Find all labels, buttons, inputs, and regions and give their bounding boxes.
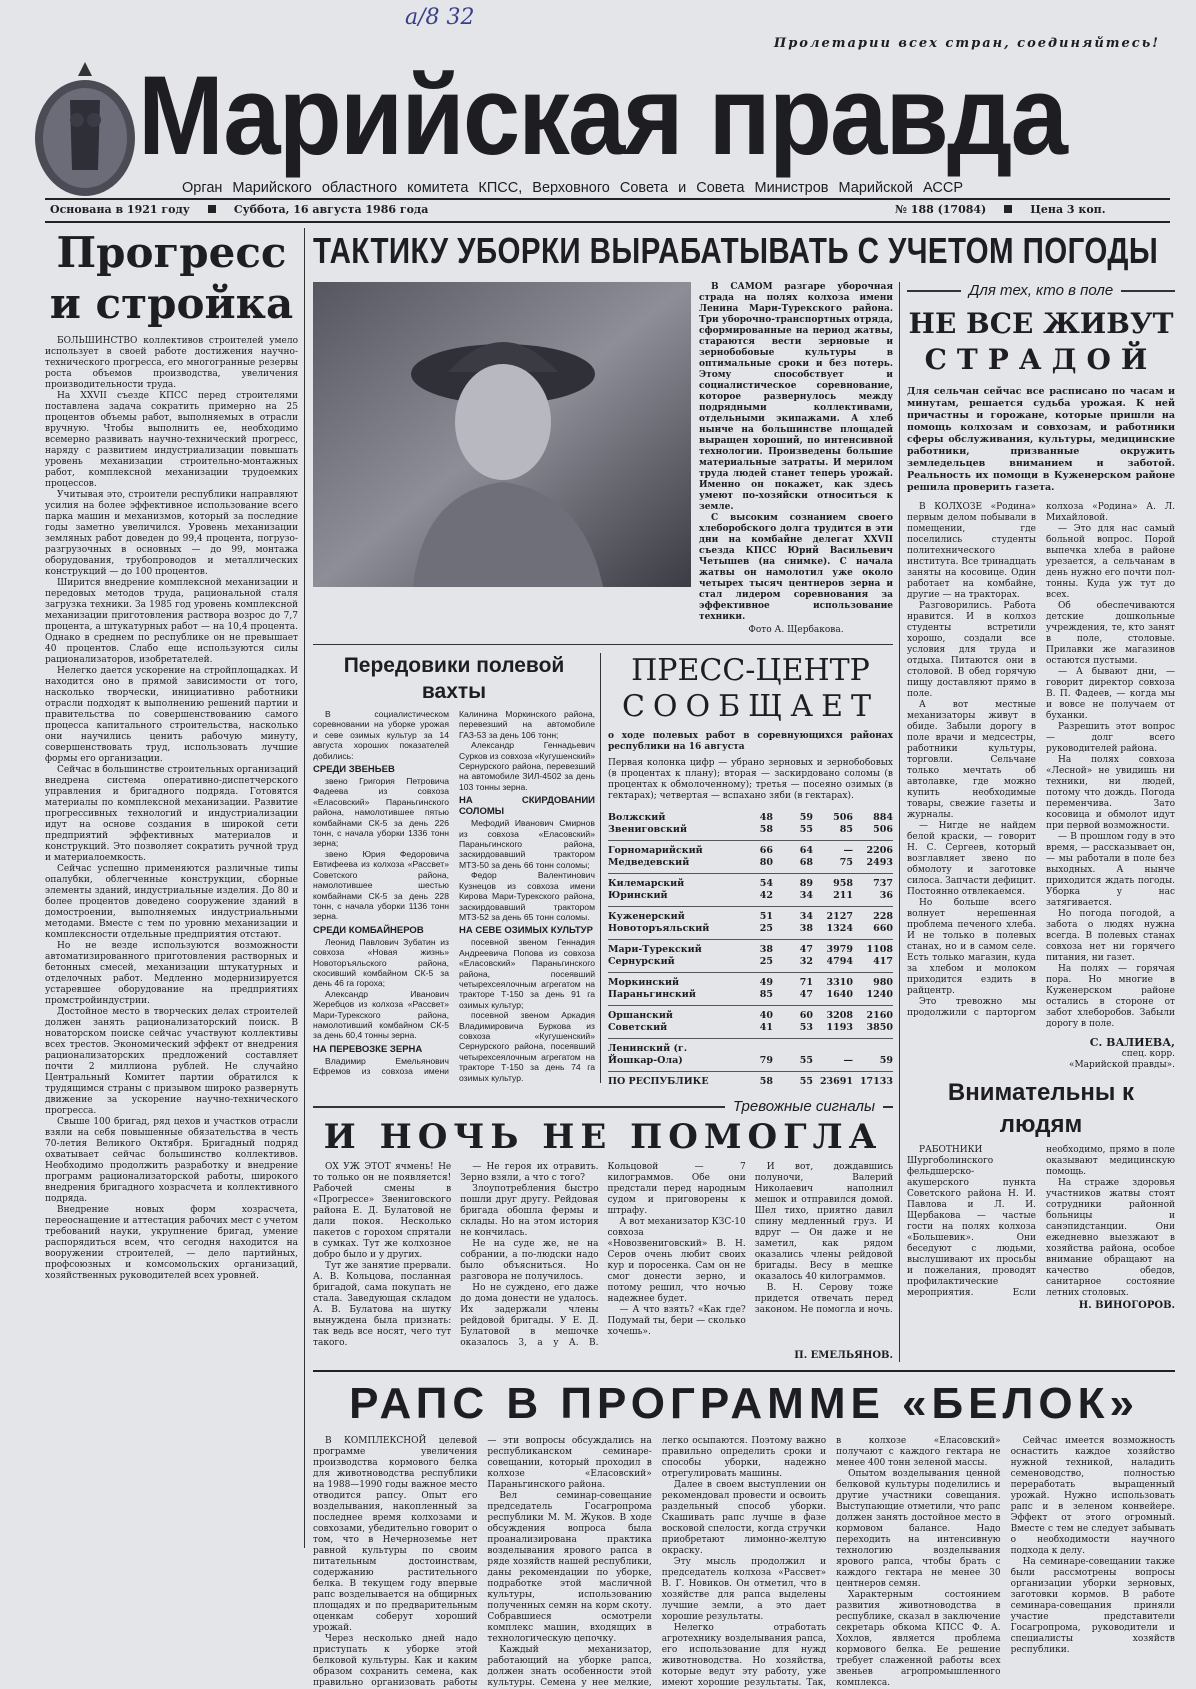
table-value: 89: [799, 878, 813, 889]
table-row: [608, 841, 893, 858]
article-headline: Передовики полевой вахты: [343, 654, 565, 703]
article-body: [45, 336, 298, 1282]
paragraph: Далее в своем выступлении он рекомендовал провести и освоить раздельный способ уборки. Скашивать рапс лучше в фазе восковой спелости, когда стручки приобретают лимонно-желтую окраску.: [661, 1480, 827, 1556]
article-headline: и стройка: [49, 279, 294, 328]
table-row: [608, 1006, 893, 1023]
table-value: 1640: [813, 989, 853, 1006]
paragraph: — А бывают дни, — говорит директор совхоза В. П. Фадеев, — когда мы и вовсе не получаем от буханки.: [1046, 667, 1175, 721]
paragraph: Об обеспечиваются детские дошкольные учреждения, те, кто занят в поле, столовые. Прилавки же магазинов остаются пустыми.: [1046, 601, 1175, 666]
table-value: 3850: [853, 1022, 893, 1039]
paragraph: Сейчас имеется возможность оснастить каждое хозяйство нужной техникой, наладить семеноводство, полностью переработать выращенный урожай. Нужно использовать рапс и в зеленом конвейере. Эффект от этого огромный. Вместе с тем не следует забывать о необходимости научного подхода к делу.: [1010, 1436, 1175, 1556]
table-value: 4794: [813, 956, 853, 973]
kicker-rule: [1121, 290, 1175, 292]
article-body: [907, 1145, 1175, 1299]
district-name: Килемарский: [608, 878, 685, 889]
district-name: Оршанский: [608, 1010, 673, 1021]
photo-credit: Фото А. Щербакова.: [748, 625, 844, 635]
article-kicker: [313, 1098, 893, 1116]
table-value: 54: [759, 878, 773, 889]
district-name: Медведевский: [608, 857, 733, 874]
issue-number: № 188 (17084): [895, 203, 987, 216]
table-value: 79: [733, 1039, 773, 1072]
paragraph: На XXVII съезде КПСС перед строителями поставлена задача сократить примерно на 25 процентов объемы работ, выполняемых в отрасли вручную. Чтобы выполнить ее, необходимо всемерно развивать научно-технический прогресс, наряду с развитием индустриализации повышать уровень механизации строительно-монтажных работ, комплексной механизации трудоемких процессов.: [45, 391, 298, 489]
main-headline: ТАКТИКУ УБОРКИ ВЫРАБАТЫВАТЬ С УЧЕТОМ ПОГОДЫ: [313, 230, 1159, 271]
paragraph: РАБОТНИКИ Шургоболинского фельдшерско-акушерского пункта Советского района Н. И. Павлова и Л. И. Щербакова — частые гости на полях колхоза «Большевик». Они беседуют с людьми, выслушивают их просьбы и пожелания, проводят профилактические мероприятия. Если необходимо, прямо в поле оказывают медицинскую помощь.: [907, 1145, 1175, 1298]
table-value: 36: [853, 890, 893, 907]
square-bullet: [1004, 205, 1012, 213]
author-newspaper: «Марийской правды».: [1068, 1060, 1175, 1070]
author-signature: С. ВАЛИЕВА,: [1089, 1036, 1175, 1049]
table-value: 55: [773, 1039, 813, 1072]
intro-paragraph: В социалистическом соревновании на уборке урожая и севе озимых культур за 14 августа хороших показателей добились:: [313, 709, 449, 761]
table-value: 49: [759, 977, 773, 988]
paragraph: Достойное место в творческих делах строителей должен занять рационализаторский поиск. В новаторском поиске сейчас участвуют коллективы всех трестов. Экономический эффект от внедрения рационализаторских предложений составляет почти 2 миллиона рублей. Не случайно Центральный Комитет партии обратился к трудящимся страны с призывом широко развернуть движение за ускорение научно-технического прогресса.: [45, 1007, 298, 1116]
table-value: 60: [799, 1010, 813, 1021]
article-body: [313, 1162, 893, 1349]
paragraph: Каждый механизатор, работающий на уборке рапса, должен знать особенности этой культуры. Семена у нее мелкие, легко осыпаются. Поэтому важно правильно определить сроки и способы уборки, надежно отрегулировать машины.: [487, 1436, 827, 1688]
table-value: 884: [873, 812, 893, 823]
table-value: 737: [873, 878, 893, 889]
table-value: 85: [733, 989, 773, 1006]
upper-section: [313, 282, 1175, 1362]
table-value: 25: [733, 956, 773, 973]
section-subheading: СРЕДИ ЗВЕНЬЕВ: [313, 764, 395, 776]
paragraph: На семинаре-совещании также были рассмотрены вопросы организации уборки зерновых, заготовки кормов. В работе семинара-совещания приняли участие представители Госагропрома, руководители и специалисты хозяйств республики.: [1010, 1557, 1175, 1655]
table-value: 47: [799, 944, 813, 955]
table-value: 71: [799, 977, 813, 988]
table-value: 3208: [826, 1010, 853, 1021]
masthead-info-right: [895, 203, 1106, 216]
paragraph: Ширится внедрение комплексной механизации и передовых методов труда, рациональной сталя загрузка техники. За 1985 год уровень комплексной механизации приготовления раствора возрос до 7,7 процента, а штукатурных работ — на 10,4 процента. Однако в среднем по республике он не превышает 40 процентов. Слабо еще используются силы рационализаторов, изобретателей.: [45, 578, 298, 665]
table-value: 64: [799, 845, 813, 856]
article-not-all-live-harvest: [900, 282, 1175, 1362]
section-subheading: НА ПЕРЕВОЗКЕ ЗЕРНА: [313, 1043, 423, 1055]
paragraph: — Не героя их отравить. Зерно взяли, а что с того?: [460, 1162, 599, 1183]
paragraph: — Это для нас самый больной вопрос. Порой выпечка хлеба в районе урезается, а сельчанам в день нужно его почти пол-тонны. Куда уж тут до всех.: [1046, 524, 1175, 600]
author-signature: П. ЕМЕЛЬЯНОВ.: [794, 1350, 893, 1361]
table-value: 53: [773, 1022, 813, 1039]
issue-date: Суббота, 16 августа 1986 года: [233, 203, 429, 216]
paragraph: — Нигде не найдем белой краски, — говорит Н. С. Сергеев, который возглавляет звено по обмолоту и заготовке силоса. Запчасти дефицит. Постоянно отвлекаемся.: [907, 821, 1037, 897]
kicker-rule: [313, 1106, 725, 1108]
article-night: [313, 1098, 893, 1362]
table-row: [608, 956, 893, 973]
table-value: 55: [773, 824, 813, 841]
price: Цена 3 коп.: [1030, 203, 1106, 216]
table-value: 3310: [826, 977, 853, 988]
paragraph: Федор Валентинович Кузнецов из совхоза имени Кирова Мари-Турекского района, заскирдовавший трактором МТЗ-52 за день 65 тонн соломы.: [459, 870, 595, 922]
paragraph: Леонид Павлович Зубатин из совхоза «Новая жизнь» Новоторъяльского района, скосивший комбайном СК-5 за день 46 га гороха;: [313, 936, 449, 989]
paragraph: Эту мысль продолжил и председатель колхоза «Рассвет» В. Г. Новиков. Он отметил, что в хозяйстве для рапса выделены лучшие земли, а это дает хорошие результаты.: [661, 1557, 827, 1622]
district-name: Горномарийский: [608, 845, 703, 856]
district-name: Новоторъяльский: [608, 923, 733, 940]
table-row: [608, 923, 893, 940]
kicker-text: Для тех, кто в поле: [968, 282, 1114, 299]
kicker-text: Тревожные сигналы: [732, 1098, 875, 1115]
table-value: 660: [853, 923, 893, 940]
table-value: 2206: [866, 845, 893, 856]
paragraph: Тут же занятие прервали. А. В. Кольцова, посланная бригадой, сама покупать не стала. Заведующая складом А. В. Булатова на шутку вынуждена была признать: так ведь все носят, чего тут такого.: [313, 1261, 452, 1348]
table-value: 506: [833, 812, 853, 823]
district-name: Моркинский: [608, 977, 680, 988]
table-value: 42: [733, 890, 773, 907]
table-row: [608, 1039, 893, 1072]
paragraph: Сейчас в большинстве строительных организаций внедрена система оперативно-диспетчерского управления и бригадного подряда. Готовятся материалы по комплексной механизации. Развитие прогрессивных технологий и индустриализации идут на основе создания в широкой сети предприятий эффективных материалов и конструкций. Это позволяет сократить ручной труд и материалоемкость.: [45, 765, 298, 863]
paragraph: Александр Геннадьевич Сурков из совхоза «Кугушенский» Сернурского района, перевезший на автомобиле ЗИЛ-4502 за день 103 тонны зерна.: [459, 740, 596, 792]
district-results-table: [608, 808, 893, 1088]
paragraph: ОХ УЖ ЭТОТ ячмень! Не то только он не появляется! Рабочей смены в «Прогрессе» Звениговского района Е. Д. Булатовой не дали покоя. Несколько пакетов с горохом спрятали в сумках. Тут же колхозное добро было и у других.: [313, 1162, 452, 1260]
paragraph: Но больше всего волнует нерешенная проблема печеного хлеба. И не только в полевых станах, но и в самом селе. Есть только магазин, куда за хлебом и молоком приходится ездить в райцентр.: [907, 898, 1036, 996]
article-rapeseed: [313, 1370, 1175, 1689]
district-name: Юринский: [608, 890, 733, 907]
article-kicker: [907, 282, 1175, 300]
paragraph: С высоким сознанием своего хлеборобского долга трудится в эти дни на комбайне делегат XXVII съезда КПСС Юрий Васильевич Четышев (на снимке). С начала жатвы он намолотил уже около четырех тысяч центнеров зерна и стал лидером соревнования за эффективное использование техники.: [699, 513, 893, 622]
table-value: 59: [853, 1039, 893, 1072]
table-value: 958: [833, 878, 853, 889]
paragraph: А вот местные механизаторы живут в обиде. Забыли дорогу в поле врачи и медсестры, работники культуры, торговли. Сельчане только мечтать об автолавке, где можно купить необходимые товары, свежие газеты и журналы.: [907, 700, 1036, 820]
middle-block: [313, 282, 900, 1362]
paragraph: Опытом возделывания ценной белковой культуры поделились и другие участники совещания. Выступающие отметили, что рапс должен занять достойное место в кормовом балансе. Надо переходить на интенсивную технологию возделывания ярового рапса, чтобы брать с каждого гектара не менее 30 центнеров семян.: [836, 1469, 1001, 1589]
district-name: Сернурский: [608, 956, 733, 973]
table-row: [608, 1022, 893, 1039]
table-row: [608, 989, 893, 1006]
table-value: 41: [733, 1022, 773, 1039]
paragraph: Нелегко дается ускорение на стройплощадках. И находится оно в прямой зависимости от того, насколько творчески, инициативно работники отрасли подходят к выполнению решений партии и правительства по совершенствованию самого процесса капитального строительства, насколько они научились ценить рабочую минуту, совершенствовать труд, использовать лучшие формы его организации.: [45, 666, 298, 764]
table-value: 58: [759, 1076, 773, 1087]
table-value: 34: [773, 890, 813, 907]
table-value: 85: [813, 824, 853, 841]
table-value: 3979: [826, 944, 853, 955]
square-bullet: [208, 205, 216, 213]
district-name: ПО РЕСПУБЛИКЕ: [608, 1076, 709, 1087]
table-value: 34: [799, 911, 813, 922]
article-headline: НЕ ВСЕ ЖИВУТ: [908, 307, 1174, 340]
photo-story-text: [699, 282, 893, 623]
paragraph: Владимир Емельянович Ефремов из совхоза имени Калинина Моркинского района, перевезший на автомобиле ГАЗ-53 за день 106 тонн;: [313, 709, 595, 1077]
paragraph: Вел семинар-совещание председатель Госагропрома республики М. М. Жуков. В ходе обсуждения вопроса была проанализирована практика возделывания ярового рапса в ряде хозяйств нашей республики, даны рекомендации по уборке, подработке этой масличной культуры, использованию полученных семян на корм скоту. Собравшиеся осмотрели комплекс машин, входящих в технологическую цепочку.: [487, 1491, 652, 1644]
author-signature: Н. ВИНОГОРОВ.: [1078, 1300, 1175, 1311]
article-headline: Внимательны к людям: [947, 1079, 1135, 1138]
paragraph: И вот, дождавшись полуночи, Валерий Николаевич наполнил мешок и отправился домой. Шел тихо, приятно давил спину медленный груз. И вдруг — Он даже и не заметил, как рядом оказались члены рейдовой бригады. Весу в мешке оказалось 40 килограммов.: [754, 1162, 893, 1282]
table-row: [608, 808, 893, 824]
paragraph: Учитывая это, строители республики направляют усилия на более эффективное использование всего парка машин и механизмов, который за последние годы заметно увеличился. Уровень механизации земляных работ доведен до 99,4 процента, погрузо-разгрузочных в основных — до 99, монтажа оборудования, трубопроводов и металлических конструкций — до 100 процентов.: [45, 490, 298, 577]
masthead-rule: [45, 221, 1170, 223]
paragraph: А вот механизатор КЗС-10 совхоза «Новозвениговский» В. Н. Серов очень любит своих кур и поросенка. Сам он не смог донести зерно, и потому решил, что ночью надежнее будет.: [607, 1217, 746, 1304]
table-value: 1108: [866, 944, 893, 955]
district-name: Куженерский: [608, 911, 685, 922]
table-value: —: [843, 845, 853, 856]
paragraph: — В прошлом году в это время, — рассказывает он, — мы работали в поле без выходных. А нынче приходится ждать погоды. Уборка у нас затягивается.: [1046, 832, 1175, 908]
paragraph: В КОЛХОЗЕ «Родина» первым делом побывали в помещении, где поселились студенты политехнического института. Все тринадцать заняты на косовице. Один работает на комбайне, другие — на тракторах.: [907, 502, 1036, 600]
article-lead: Для сельчан сейчас все расписано по часам и минутам, решается судьба урожая. К ней причастны и горожане, которые пришли на помощь колхозам и совхозам, и работники сферы обслуживания, культуры, медицинские работники, призванные окружить земледельцев вниманием и заботой. Реальность их помощи в Куженерском районе решила проверить газета.: [907, 386, 1175, 493]
page-content: [45, 228, 1175, 1689]
table-value: 32: [773, 956, 813, 973]
table-row: [608, 1072, 893, 1089]
paragraph: Через несколько дней надо приступать к уборке этой белковой культуры. Как и каким образом сохранить семена, как правильно организовать работы — эти вопросы обсуждались на республиканском семинаре-совещании, который проходил в колхозе «Еласовский» Параньгинского района.: [313, 1436, 652, 1688]
article-headline: Прогресс: [56, 228, 287, 277]
table-value: 48: [759, 812, 773, 823]
handwritten-note: а/8 32: [405, 5, 475, 30]
table-value: 47: [773, 989, 813, 1006]
kicker-rule: [907, 290, 961, 292]
paragraph: Злоупотребления быстро пошли друг другу. Рейдовая бригада обошла фермы и склады. Но на этом история не кончилась.: [460, 1184, 599, 1238]
table-value: 58: [733, 824, 773, 841]
table-value: 25: [733, 923, 773, 940]
newspaper-organ-subtitle: Орган Марийского областного комитета КПСС, Верховного Совета и Совета Министров Марийской АССР: [182, 180, 964, 196]
section-subheading: НА СКИРДОВАНИИ СОЛОМЫ: [459, 795, 595, 818]
paragraph: Внедрение новых форм хозрасчета, переоснащение и аттестация рабочих мест с учетом требований науки, укрупнение бригад, умение распорядиться всем, что сегодня находится на вооружении строителей, — дело партийных, профсоюзных и комсомольских организаций, хозяйственных руководителей всех уровней.: [45, 1205, 298, 1281]
table-row: [608, 890, 893, 907]
right-area: [305, 228, 1175, 1689]
paragraph: Но погода погодой, а забота о людях нужна всегда. В полевых станах совхоза нет ни горячего питания, ни газет.: [1046, 909, 1175, 963]
paragraph: В КОМПЛЕКСНОЙ целевой программе увеличения производства кормового белка для животноводства республики на 1988—1990 годы важное место отводится рапсу. Опыт его возделывания, накопленный за последнее время колхозами и совхозами, убедительно говорит о том, что в Нечерноземье нет равной культуры по своим питательным достоинствам, содержанию растительного белка. В текущем году впервые рапс возделывается на общирных площадях и по предварительным оценкам соберут хороший урожай.: [313, 1436, 478, 1633]
table-value: 1324: [813, 923, 853, 940]
newspaper-title: Марийская правда: [138, 53, 1067, 178]
article-body: [313, 709, 595, 1083]
article-headline: СТРАДОЙ: [924, 343, 1158, 376]
paragraph: звено Юрия Федоровича Евтифеева из колхоза «Рассвет» Советского района, намолотившее шестью комбайнами СК-5 за день 228 тонн, с начала уборки 1136 тонн зерна.: [313, 848, 449, 922]
paragraph: Александр Иванович Жеребцов из колхоза «Рассвет» Мари-Турекского района, намолотивший комбайном СК-5 за день 60,4 тонны зерна.: [313, 988, 449, 1041]
table-value: 75: [813, 857, 853, 874]
table-value: 417: [853, 956, 893, 973]
paragraph: Нелегко отработать агротехнику возделывания рапса, его использование для нужд животноводства. Но хозяйства, которые ведут эту работу, уже имеют хорошие результаты. Так, в колхозе «Еласовский» получают с каждого гектара не менее 400 тонн зеленой массы.: [661, 1436, 1001, 1688]
founded-year: Основана в 1921 году: [50, 203, 190, 216]
paragraph: Это тревожно мы продолжили с парторгом колхоза «Родина» А. Л. Михайловой.: [907, 502, 1175, 1018]
table-value: 38: [759, 944, 773, 955]
table-value: 2160: [866, 1010, 893, 1021]
article-headline: И НОЧЬ НЕ ПОМОГЛА: [323, 1117, 883, 1157]
paragraph: БОЛЬШИНСТВО коллективов строителей умело использует в своей работе достижения научно-технического прогресса, его многогранные резервы роста объемов производства, увеличения производительности труда.: [45, 336, 298, 390]
table-value: 17133: [859, 1076, 893, 1087]
district-name: Мари-Турекский: [608, 944, 702, 955]
paragraph: Характерным состоянием развития животноводства в республике, сказал в заключение секретарь обкома КПСС Ф. А. Хохлов, является проблема кормового белка. Ее решение требует слаженной работы всех звеньев агропромышленного комплекса.: [836, 1590, 1001, 1688]
paragraph: Но не суждено, его даже до дома донести не удалось. Их задержали члены рейдовой бригады. У Е. Д. Булатовой в мешочке оказалось 3, а у А. В. Кольцовой — 7 килограммов. Обе они предстали перед народным судом и приговорены к штрафу.: [460, 1162, 746, 1348]
table-value: 66: [759, 845, 773, 856]
table-value: 980: [873, 977, 893, 988]
paragraph: звено Григория Петровича Фадеева из совхоза «Еласовский» Параньгинского района, намолотившее пятью комбайнами СК-5 за день 226 тонн, с начала уборки 1336 тонн зерна;: [313, 776, 449, 849]
paragraph: Разрешить этот вопрос — долг всего руководителей района.: [1046, 722, 1175, 754]
table-value: 80: [733, 857, 773, 874]
table-value: 59: [799, 812, 813, 823]
district-name: Параньгинский: [608, 989, 733, 1006]
press-center-title: ПРЕСС-ЦЕНТР: [631, 653, 870, 688]
paragraph: Но не везде используются возможности автоматизированного приготовления растворных и бетонных смесей, механизации штукатурных и отделочных работ. Медленно модернизируется устаревшее оборудование на предприятиях промстройиндустрии.: [45, 941, 298, 1006]
table-value: 38: [773, 923, 813, 940]
paragraph: — А что взять? «Как где? Подумай ты, бери — сколько хочешь».: [607, 1305, 746, 1337]
paragraph: посевной звеном Аркадия Владимировича Буркова из совхоза «Кугушенский» Сернурского района, посеявший четырехсеялочным агрегатом на тракторе Т-150 за день 74 га озимых культур.: [459, 1010, 595, 1083]
press-center-title: СООБЩАЕТ: [621, 689, 880, 724]
leader-sections: [313, 709, 595, 1083]
section-subheading: НА СЕВЕ ОЗИМЫХ КУЛЬТУР: [459, 925, 593, 937]
table-row: [608, 940, 893, 957]
paragraph: На полях совхоза «Лесной» не увидишь ни техники, ни людей, потому что дождь. Погода переменчива. Зато косовица и обмолот идут при первой возможности.: [1046, 755, 1175, 831]
press-center: [601, 653, 893, 1088]
section-subheading: СРЕДИ КОМБАЙНЕРОВ: [313, 924, 424, 936]
table-value: —: [813, 1039, 853, 1072]
table-row: [608, 874, 893, 891]
article-progress: [45, 228, 305, 1548]
table-value: 1193: [813, 1022, 853, 1039]
table-value: 55: [799, 1076, 813, 1087]
table-value: 2127: [826, 911, 853, 922]
table-value: 506: [853, 824, 893, 841]
table-value: 40: [759, 1010, 773, 1021]
press-center-legend: Первая колонка цифр — убрано зерновых и зернобобовых (в процентах к плану); вторая — заскирдовано соломы (в процентах к обмолоченному); третья — посеяно озимых (в гектарах); четвертая — вспахано зяби (в гектарах).: [608, 758, 893, 801]
slogan: Пролетарии всех стран, соединяйтесь!: [773, 36, 1160, 51]
district-name: Звениговский: [608, 824, 733, 841]
press-center-subtitle: о ходе полевых работ в соревнующихся районах республики на 16 августа: [608, 731, 893, 752]
paragraph: Разговорились. Работа нравится. И в колхоз студенты встретили хорошо, создали все условия для труда и отдыха. Питаются они в столовой. В обед горячую пищу доставляют прямо в поле.: [907, 601, 1036, 699]
article-body: [313, 1436, 1175, 1689]
paragraph: Не на суде же, не на собрании, а по-людски надо было объясниться. Но разговора не получилось.: [460, 1239, 599, 1282]
photo-combine-operator: [313, 282, 691, 587]
table-value: 2493: [853, 857, 893, 874]
order-badge-of-honor-emblem: [30, 60, 140, 200]
district-name: Волжский: [608, 812, 666, 823]
table-value: 51: [759, 911, 773, 922]
table-row: [608, 973, 893, 990]
article-body: [907, 502, 1175, 1030]
masthead-rule: [45, 198, 1170, 200]
district-name: Ленинский (г. Йошкар-Ола): [608, 1039, 733, 1072]
article-field-leaders: [313, 653, 601, 1083]
photo-story: [699, 282, 893, 636]
paragraph: На страже здоровья участников жатвы стоят сотрудники районной больницы и санэпидстанции. Они ежедневно выезжают в хозяйства района, особое внимание обращают на качество обедов, санитарное состояние летних столовых.: [1046, 1178, 1175, 1298]
paragraph: В САМОМ разгаре уборочная страда на полях колхоза имени Ленина Мари-Турекского района. Три уборочно-транспортных отряда, сформированные на период жатвы, стараются вести зерновые и зернобобовые культуры в оптимальные сроки и без потерь. Этому способствует и социалистическое соревнование, которое развернулось между подрядными коллективами, отдельными экипажами. А хлеб нынче на большинстве площадей выращен хороший, по интенсивной технологии. Произведены большие материальные затраты. И мерилом труда людей станет теперь урожай. Именно он покажет, как здесь умеют по-хозяйски относиться к земле.: [699, 282, 893, 512]
table-value: 211: [813, 890, 853, 907]
district-name: Советский: [608, 1022, 733, 1039]
table-value: 1240: [853, 989, 893, 1006]
table-row: [608, 824, 893, 841]
table-value: 23691: [819, 1076, 853, 1087]
paragraph: Сейчас успешно применяются различные типы опалубки, облегченные конструкции, сборные элементы зданий, индустриальные изделия. До 80 и более процентов доведено сооружение зданий в домостроении, выполняемых индустриальными методами. Вместе с тем по уровню механизации и комплексности отдельные предприятия отстают.: [45, 864, 298, 940]
paragraph: В. Н. Серову тоже придется отвечать перед законом. Не помогла и ночь.: [754, 1283, 893, 1315]
kicker-rule: [883, 1106, 893, 1108]
paragraph: Мефодий Иванович Смирнов из совхоза «Еласовский» Параньгинского района, заскирдовавший трактором МТЗ-50 за день 66 тонн соломы;: [459, 818, 595, 870]
paragraph: Свыше 100 бригад, ряд цехов и участков отрасли взяли на себя повышенные обязательства в честь 70-летия Великого Октября. Бригадный подряд охватывает сейчас большинство коллективов. Необходимо продолжить разработку и внедрение программ рационализаторской работы, широкого внедрения бригадного хозрасчета и коллективного подряда.: [45, 1117, 298, 1204]
middle-row: [313, 653, 893, 1088]
table-row: [608, 857, 893, 874]
masthead-info-left: [50, 203, 428, 216]
table-row: [608, 907, 893, 924]
paragraph: На полях — горячая пора. Но многие в Куженерском районе остались в стороне от забот хлеборобов. Забыли дорогу в поле.: [1046, 964, 1175, 1029]
table-value: 68: [773, 857, 813, 874]
table-value: 228: [873, 911, 893, 922]
article-headline: РАПС В ПРОГРАММЕ «БЕЛОК»: [349, 1379, 1139, 1428]
paragraph: посевной звеном Геннадия Андреевича Попова из совхоза «Еласовский» Параньгинского района, посеявший четырехсеялочным агрегатом на тракторе Т-150 за день 91 га озимых культур;: [459, 937, 595, 1010]
photo-row: [313, 282, 893, 645]
author-role: спец. корр.: [1121, 1049, 1175, 1059]
